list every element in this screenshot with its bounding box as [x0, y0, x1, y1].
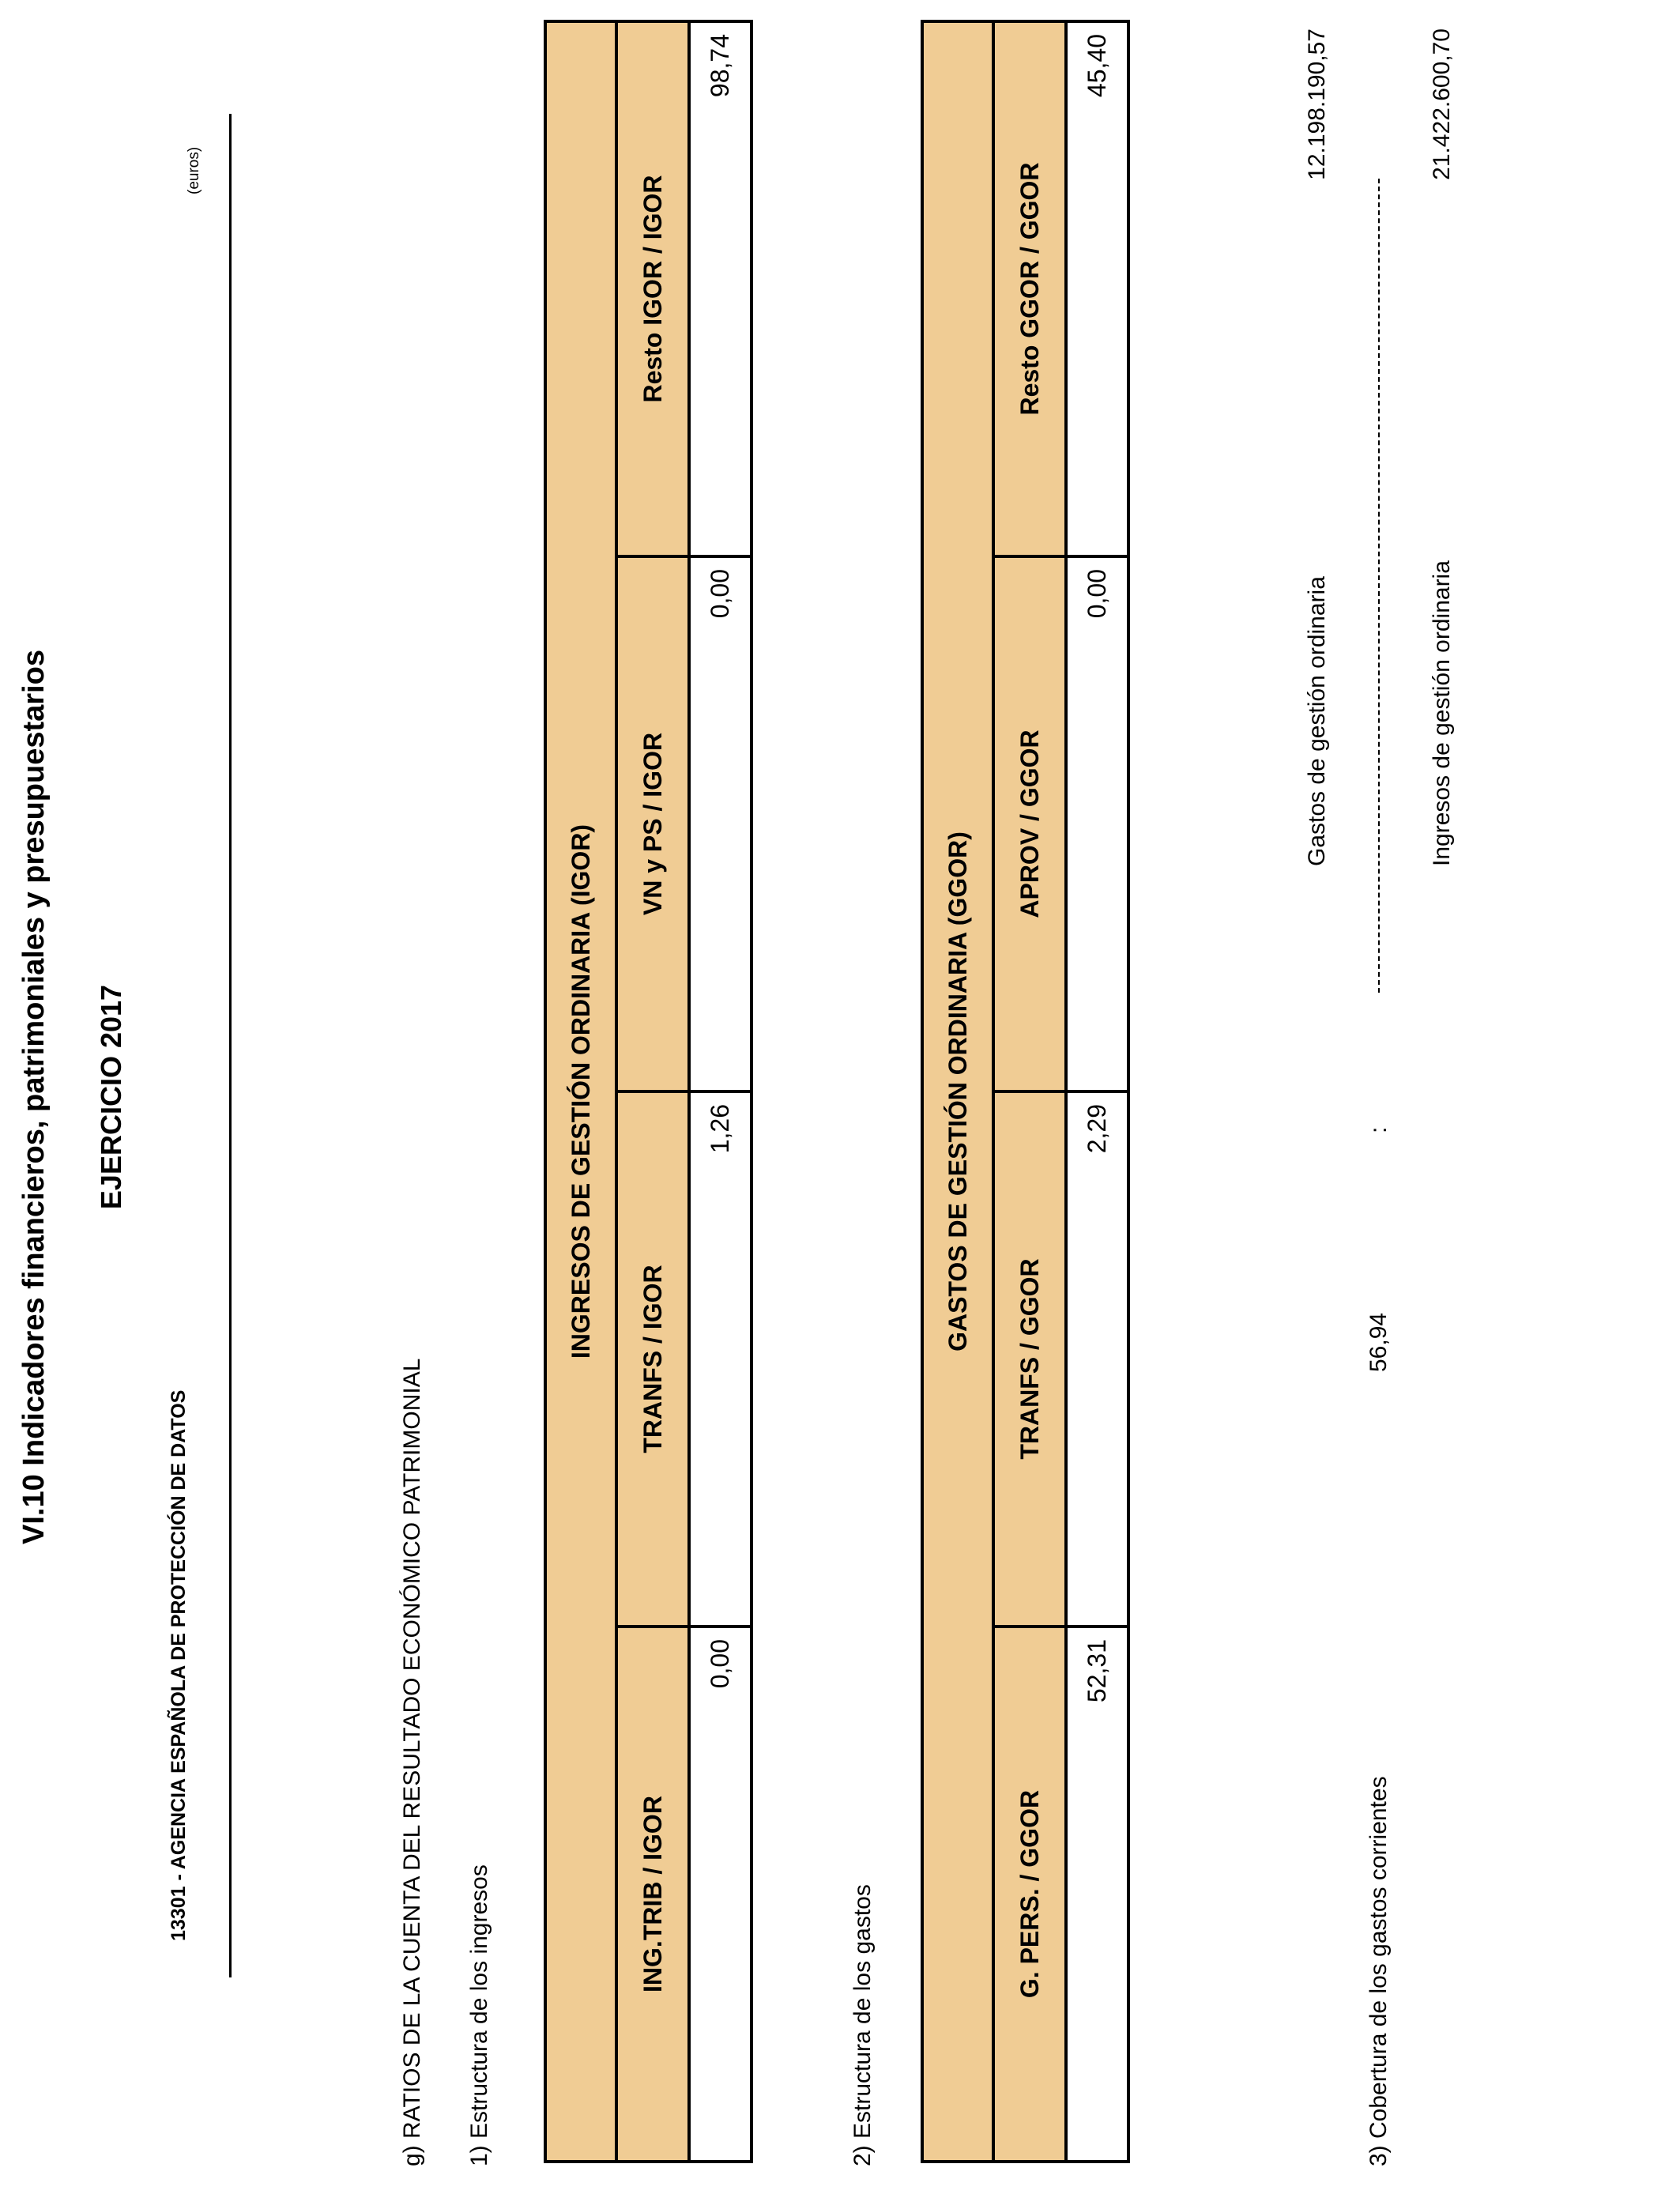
ingresos-value-cell: 1,26 — [689, 1091, 751, 1627]
ingresos-value-cell: 0,00 — [689, 556, 751, 1091]
section-title: g) RATIOS DE LA CUENTA DEL RESULTADO ECONÓMICO PATRIMONIAL — [399, 1358, 425, 2166]
gastos-col-header: Resto GGOR / GGOR — [993, 21, 1066, 556]
cobertura-value: 56,94 — [1365, 1312, 1392, 1372]
ingresos-subtitle: 1) Estructura de los ingresos — [466, 1864, 492, 2166]
gastos-col-header: TRANFS / GGOR — [993, 1091, 1066, 1627]
fiscal-year-heading: EJERCICIO 2017 — [95, 984, 127, 1210]
header-divider — [229, 114, 232, 1977]
cobertura-colon: : — [1365, 1126, 1392, 1133]
cobertura-denominator-label: Ingresos de gestión ordinaria — [1429, 560, 1455, 866]
ingresos-col-header: VN y PS / IGOR — [616, 556, 689, 1091]
gastos-col-header: G. PERS. / GGOR — [993, 1627, 1066, 2162]
ingresos-value-cell: 98,74 — [689, 21, 751, 556]
entity-name: 13301 - AGENCIA ESPAÑOLA DE PROTECCIÓN DE DATOS — [168, 1389, 190, 1941]
report-title: VI.10 Indicadores financieros, patrimoniales y presupuestarios — [17, 650, 51, 1544]
ingresos-col-header: TRANFS / IGOR — [616, 1091, 689, 1627]
gastos-value-cell: 45,40 — [1066, 21, 1128, 556]
gastos-group-header: GASTOS DE GESTIÓN ORDINARIA (GGOR) — [922, 21, 993, 2162]
cobertura-denominator-value: 21.422.600,70 — [1429, 28, 1455, 180]
ingresos-group-header: INGRESOS DE GESTIÓN ORDINARIA (IGOR) — [545, 21, 616, 2162]
cobertura-label: 3) Cobertura de los gastos corrientes — [1365, 1776, 1392, 2166]
ingresos-ratio-table — [544, 20, 753, 2163]
ingresos-value-cell: 0,00 — [689, 1627, 751, 2162]
ingresos-col-header: Resto IGOR / IGOR — [616, 21, 689, 556]
cobertura-numerator-value: 12.198.190,57 — [1304, 28, 1330, 180]
gastos-value-cell: 2,29 — [1066, 1091, 1128, 1627]
gastos-col-header: APROV / GGOR — [993, 556, 1066, 1091]
gastos-subtitle: 2) Estructura de los gastos — [849, 1884, 876, 2166]
currency-units: (euros) — [186, 146, 202, 194]
ingresos-col-header: ING.TRIB / IGOR — [616, 1627, 689, 2162]
gastos-value-cell: 52,31 — [1066, 1627, 1128, 2162]
fraction-line — [1378, 179, 1380, 993]
cobertura-numerator-label: Gastos de gestión ordinaria — [1304, 576, 1330, 866]
gastos-ratio-table — [921, 20, 1130, 2163]
gastos-value-cell: 0,00 — [1066, 556, 1128, 1091]
